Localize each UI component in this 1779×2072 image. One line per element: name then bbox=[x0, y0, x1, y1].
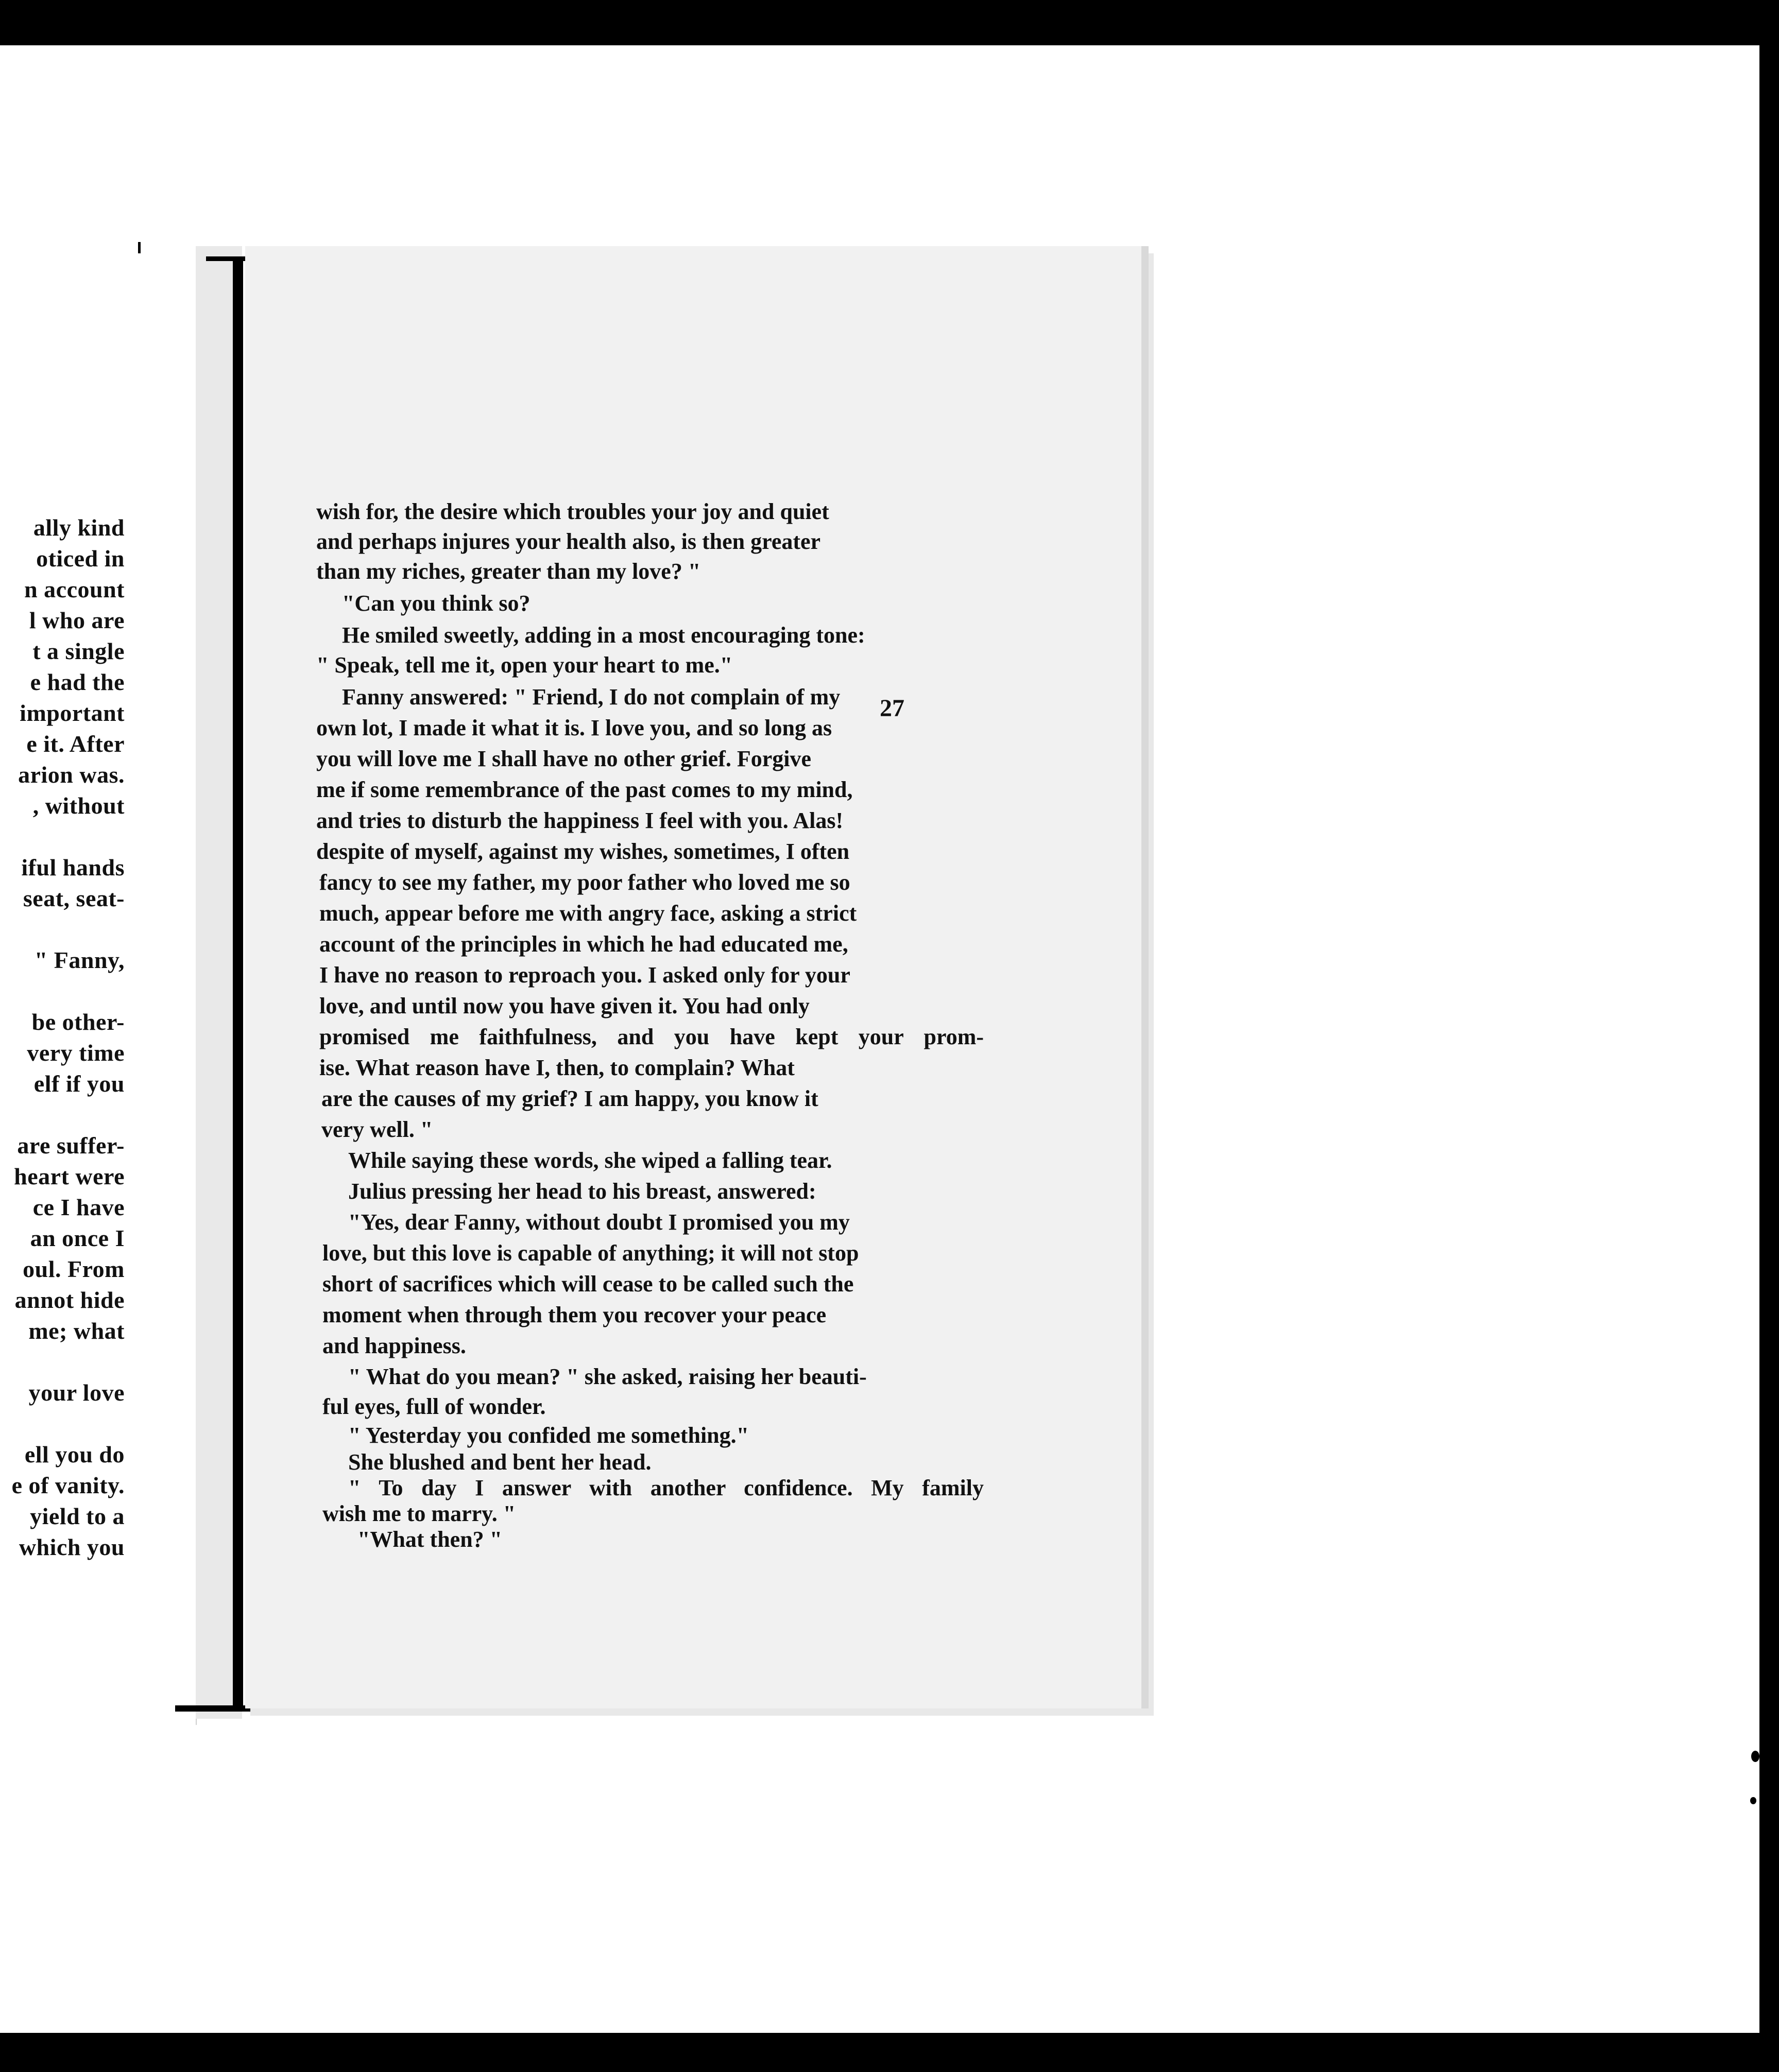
text-line: much, appear before me with angry face, asking a strict bbox=[319, 901, 857, 926]
page-number: 27 bbox=[880, 695, 904, 722]
left-page-line: l who are bbox=[29, 607, 125, 633]
left-page-line: heart were bbox=[14, 1163, 125, 1189]
text-line: and happiness. bbox=[322, 1333, 466, 1358]
text-line: very well. " bbox=[321, 1117, 433, 1142]
text-line: " To day I answer with another confidence. My family bbox=[348, 1475, 984, 1500]
left-page-line: t a single bbox=[32, 638, 125, 664]
left-page-line: arion was. bbox=[18, 762, 125, 788]
text-line: me if some remembrance of the past comes to my mind, bbox=[316, 777, 853, 802]
scan-border-top bbox=[0, 0, 1779, 45]
text-line: account of the principles in which he had educated me, bbox=[319, 931, 848, 957]
scan-speck bbox=[1750, 1797, 1756, 1804]
left-page-line: elf if you bbox=[33, 1070, 125, 1097]
text-line: "What then? " bbox=[357, 1527, 503, 1552]
left-page-line: annot hide bbox=[14, 1287, 125, 1313]
left-page-line: ally kind bbox=[33, 514, 125, 541]
text-line: " Speak, tell me it, open your heart to me." bbox=[316, 652, 733, 678]
left-page-line: e of vanity. bbox=[11, 1472, 125, 1498]
text-line: While saying these words, she wiped a falling tear. bbox=[348, 1148, 832, 1173]
left-page-line: your love bbox=[28, 1379, 125, 1406]
text-line: " Yesterday you confided me something." bbox=[348, 1423, 749, 1448]
text-line: Fanny answered: " Friend, I do not complain of my bbox=[342, 684, 841, 710]
left-page-line: iful hands bbox=[21, 854, 125, 880]
text-line: promised me faithfulness, and you have kept your prom- bbox=[319, 1024, 984, 1049]
scan-border-bottom bbox=[0, 2033, 1779, 2072]
text-line: own lot, I made it what it is. I love you, and so long as bbox=[316, 715, 832, 740]
gutter-mark bbox=[138, 242, 141, 253]
left-page-line: oul. From bbox=[23, 1256, 125, 1282]
scan-speck bbox=[1751, 1751, 1759, 1762]
left-page-line: which you bbox=[19, 1534, 125, 1560]
text-line: "Can you think so? bbox=[342, 591, 531, 616]
left-page-line: " Fanny, bbox=[34, 947, 125, 973]
left-facing-page bbox=[0, 247, 197, 1725]
text-line: love, but this love is capable of anything; it will not stop bbox=[322, 1240, 859, 1266]
left-page-line: e it. After bbox=[26, 731, 125, 757]
left-page-line: very time bbox=[27, 1040, 125, 1066]
text-line: fancy to see my father, my poor father who loved me so bbox=[319, 870, 850, 895]
scan-speck bbox=[427, 21, 448, 28]
scan-border-right bbox=[1759, 0, 1779, 2072]
text-line: moment when through them you recover your peace bbox=[322, 1302, 827, 1327]
left-page-line: important bbox=[20, 700, 125, 726]
left-page-line: are suffer- bbox=[17, 1132, 125, 1159]
text-line: are the causes of my grief? I am happy, you know it bbox=[321, 1086, 818, 1111]
text-line: Julius pressing her head to his breast, answered: bbox=[348, 1179, 816, 1204]
left-page-line: ce I have bbox=[32, 1194, 125, 1220]
text-line: than my riches, greater than my love? " bbox=[316, 559, 701, 584]
binding-bar bbox=[233, 260, 243, 1706]
text-line: wish for, the desire which troubles your joy and quiet bbox=[316, 499, 829, 524]
left-page-line: , without bbox=[32, 792, 125, 819]
left-page-line: e had the bbox=[30, 669, 125, 695]
text-line: and tries to disturb the happiness I feel with you. Alas! bbox=[316, 808, 844, 833]
text-line: " What do you mean? " she asked, raising her beauti- bbox=[348, 1364, 867, 1389]
left-page-line: oticed in bbox=[36, 545, 125, 572]
text-line: He smiled sweetly, adding in a most encouraging tone: bbox=[342, 623, 865, 648]
text-line: I have no reason to reproach you. I asked only for your bbox=[319, 962, 850, 988]
text-line: She blushed and bent her head. bbox=[348, 1449, 652, 1475]
text-line: wish me to marry. " bbox=[322, 1501, 516, 1526]
text-line: ful eyes, full of wonder. bbox=[322, 1394, 546, 1419]
left-page-line: seat, seat- bbox=[23, 885, 125, 911]
text-line: ise. What reason have I, then, to complain? What bbox=[319, 1055, 795, 1080]
left-page-line: me; what bbox=[28, 1318, 125, 1344]
left-page-line: be other- bbox=[31, 1009, 125, 1035]
text-line: love, and until now you have given it. You had only bbox=[319, 993, 810, 1018]
left-page-line: ell you do bbox=[24, 1441, 125, 1467]
left-page-line: n account bbox=[24, 576, 125, 602]
left-page-line: an once I bbox=[30, 1225, 125, 1251]
text-line: and perhaps injures your health also, is then greater bbox=[316, 529, 821, 554]
text-line: despite of myself, against my wishes, sometimes, I often bbox=[316, 839, 850, 864]
text-line: "Yes, dear Fanny, without doubt I promised you my bbox=[348, 1210, 850, 1235]
text-line: short of sacrifices which will cease to be called such the bbox=[322, 1271, 854, 1297]
left-page-line: yield to a bbox=[30, 1503, 125, 1529]
text-line: you will love me I shall have no other grief. Forgive bbox=[316, 746, 811, 771]
